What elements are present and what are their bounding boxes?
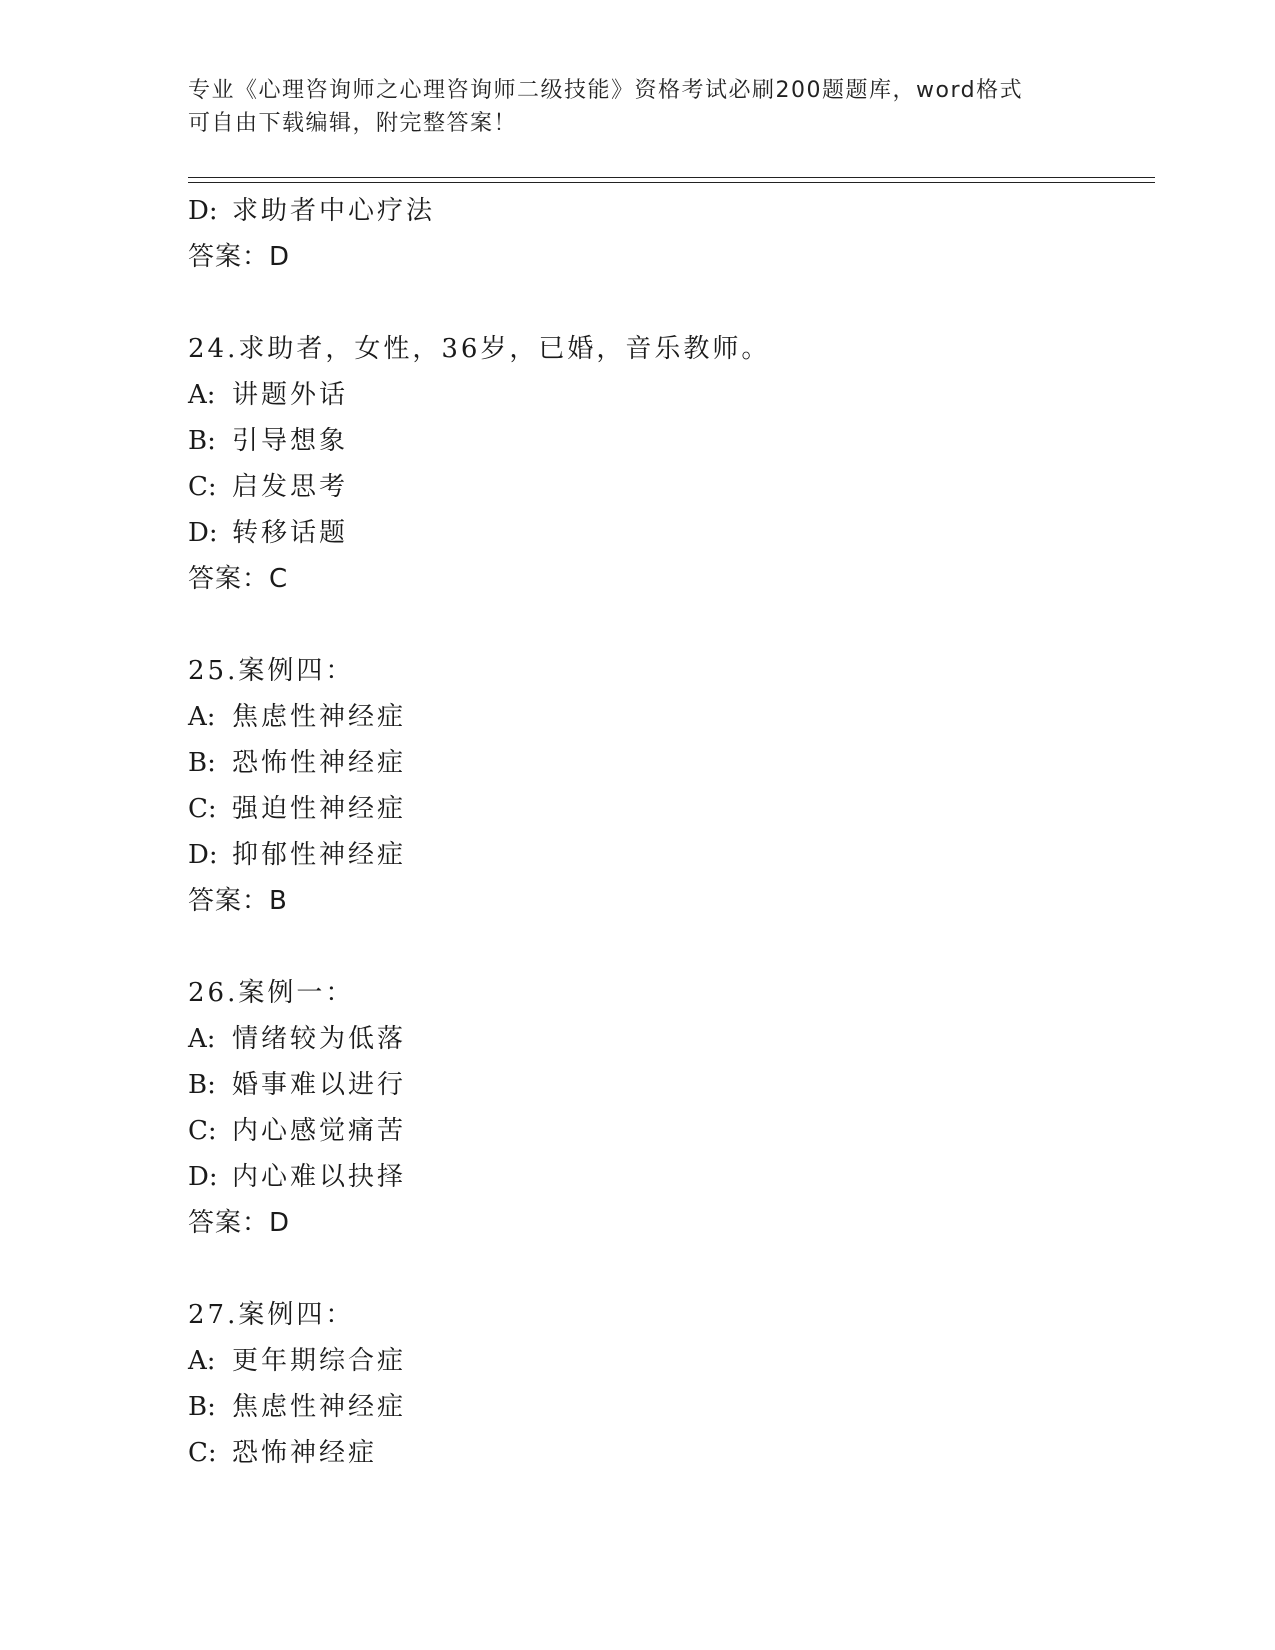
option-b [188, 418, 1148, 464]
option-d [188, 188, 1148, 234]
option-d [188, 1154, 1148, 1200]
answer-line: 答案：D [188, 242, 291, 272]
option-b [188, 1062, 1148, 1108]
answer-line: 答案：D [188, 1208, 291, 1238]
answer-line: 答案：B [188, 886, 288, 916]
option-label: A: [188, 1024, 216, 1054]
option-text: 婚事难以进行 [232, 1070, 407, 1100]
option-a [188, 1016, 1148, 1062]
option-label: C: [188, 1116, 217, 1146]
option-label: A: [188, 1346, 216, 1376]
option-b [188, 1384, 1148, 1430]
document-header [188, 74, 1088, 140]
option-label: D: [188, 1162, 218, 1192]
option-a [188, 694, 1148, 740]
option-d [188, 832, 1148, 878]
option-text: 恐怖性神经症 [232, 748, 407, 778]
question-stem: 25.案例四： [188, 656, 355, 686]
option-a [188, 1338, 1148, 1384]
option-text: 求助者中心疗法 [232, 196, 436, 226]
option-text: 更年期综合症 [232, 1346, 407, 1376]
answer-line: 答案：C [188, 564, 289, 594]
option-label: A: [188, 702, 216, 732]
option-label: C: [188, 472, 217, 502]
option-label: C: [188, 1438, 217, 1468]
option-text: 焦虑性神经症 [232, 702, 407, 732]
option-text: 强迫性神经症 [232, 794, 407, 824]
option-text: 引导想象 [232, 426, 349, 456]
option-label: B: [188, 748, 216, 778]
option-label: A: [188, 380, 216, 410]
header-divider-top [188, 177, 1155, 178]
option-text: 抑郁性神经症 [232, 840, 407, 870]
option-text: 焦虑性神经症 [232, 1392, 407, 1422]
option-label: B: [188, 426, 216, 456]
option-label: D: [188, 518, 218, 548]
question-stem: 24.求助者，女性，36岁，已婚，音乐教师。 [188, 334, 771, 364]
option-text: 转移话题 [232, 518, 349, 548]
option-text: 启发思考 [232, 472, 349, 502]
option-d [188, 510, 1148, 556]
option-label: B: [188, 1070, 216, 1100]
option-label: D: [188, 840, 218, 870]
question-stem: 27.案例四： [188, 1300, 355, 1330]
option-text: 内心感觉痛苦 [232, 1116, 407, 1146]
option-c [188, 464, 1148, 510]
option-text: 恐怖神经症 [232, 1438, 378, 1468]
option-label: D: [188, 196, 218, 226]
option-c [188, 1430, 1148, 1476]
option-c [188, 786, 1148, 832]
header-line-1: 专业《心理咨询师之心理咨询师二级技能》资格考试必刷200题题库，word格式 [188, 78, 1024, 103]
option-text: 情绪较为低落 [232, 1024, 407, 1054]
option-c [188, 1108, 1148, 1154]
option-text: 内心难以抉择 [232, 1162, 407, 1192]
question-list [188, 188, 1148, 1476]
header-divider-bottom [188, 182, 1155, 183]
option-label: C: [188, 794, 217, 824]
option-text: 讲题外话 [232, 380, 349, 410]
header-line-2: 可自由下载编辑，附完整答案！ [188, 111, 518, 136]
option-label: B: [188, 1392, 216, 1422]
option-b [188, 740, 1148, 786]
question-stem: 26.案例一： [188, 978, 355, 1008]
option-a [188, 372, 1148, 418]
